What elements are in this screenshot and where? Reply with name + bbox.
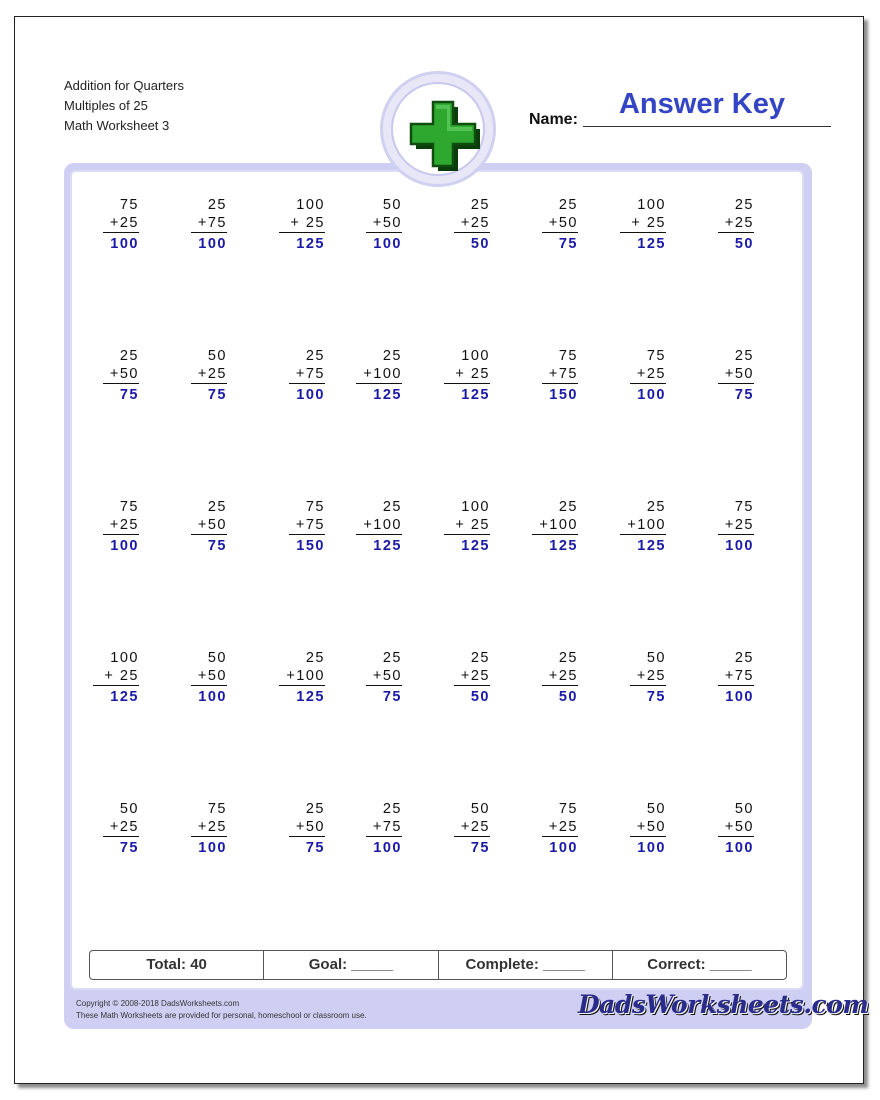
answer-value: 125 — [110, 689, 139, 705]
worksheet-number: Math Worksheet 3 — [64, 118, 170, 133]
answer-value: 100 — [373, 236, 402, 252]
addend-top: 100 — [637, 197, 666, 213]
answer-value: 100 — [637, 840, 666, 856]
addend-top: 25 — [646, 499, 666, 515]
addend-top: 25 — [734, 650, 754, 666]
answer-value: 150 — [296, 538, 325, 554]
correct-field: Correct: _____ — [647, 956, 752, 973]
addend-bottom: +100 — [356, 365, 402, 384]
answer-key-text: Answer Key — [618, 88, 785, 120]
addend-top: 25 — [305, 650, 325, 666]
answer-value: 100 — [110, 538, 139, 554]
addend-bottom: +25 — [718, 516, 754, 535]
addend-bottom: +50 — [191, 516, 227, 535]
addition-problem — [279, 196, 325, 255]
addition-problem — [718, 649, 754, 708]
addend-bottom: +25 — [630, 667, 666, 686]
addend-top: 25 — [382, 650, 402, 666]
addition-problem — [191, 800, 227, 859]
answer-value: 75 — [558, 236, 578, 252]
answer-value: 125 — [296, 689, 325, 705]
addend-bottom: + 25 — [93, 667, 139, 686]
answer-value: 75 — [207, 538, 227, 554]
addend-top: 75 — [119, 197, 139, 213]
answer-value: 100 — [296, 387, 325, 403]
addend-bottom: +50 — [289, 818, 325, 837]
addition-problem — [542, 649, 578, 708]
answer-value: 100 — [725, 538, 754, 554]
addition-problem — [289, 347, 325, 406]
answer-value: 100 — [549, 840, 578, 856]
addend-top: 25 — [470, 197, 490, 213]
addition-problem — [191, 347, 227, 406]
addition-problem — [356, 498, 402, 557]
name-field-line — [583, 126, 831, 127]
answer-value: 100 — [198, 236, 227, 252]
addend-top: 25 — [207, 197, 227, 213]
answer-value: 100 — [725, 840, 754, 856]
site-logo: DadsWorksheets.com — [578, 990, 869, 1019]
addition-problem — [366, 649, 402, 708]
addend-top: 25 — [382, 499, 402, 515]
answer-value: 75 — [119, 840, 139, 856]
addition-problem — [620, 498, 666, 557]
answer-value: 125 — [296, 236, 325, 252]
addend-bottom: +75 — [289, 516, 325, 535]
addend-bottom: +25 — [454, 214, 490, 233]
addend-top: 50 — [646, 801, 666, 817]
addition-problem — [542, 800, 578, 859]
answer-value: 50 — [734, 236, 754, 252]
addend-top: 75 — [734, 499, 754, 515]
addend-top: 50 — [382, 197, 402, 213]
addition-problem — [279, 649, 325, 708]
answer-value: 125 — [373, 387, 402, 403]
addend-bottom: +100 — [620, 516, 666, 535]
answer-value: 100 — [725, 689, 754, 705]
addend-top: 75 — [646, 348, 666, 364]
addend-top: 25 — [305, 348, 325, 364]
addend-top: 25 — [734, 197, 754, 213]
copyright-notice: Copyright © 2008-2018 DadsWorksheets.com — [76, 999, 240, 1008]
addition-problem — [289, 800, 325, 859]
complete-field: Complete: _____ — [439, 951, 613, 979]
addend-bottom: +25 — [191, 365, 227, 384]
addend-bottom: +50 — [103, 365, 139, 384]
addend-bottom: +50 — [542, 214, 578, 233]
addition-problem — [454, 196, 490, 255]
addition-problem — [103, 347, 139, 406]
addend-bottom: +25 — [103, 818, 139, 837]
total-count: Total: 40 — [90, 951, 264, 979]
addition-problem — [620, 196, 666, 255]
answer-value: 75 — [305, 840, 325, 856]
addend-bottom: + 25 — [444, 365, 490, 384]
addend-bottom: +25 — [103, 516, 139, 535]
addend-bottom: +50 — [366, 667, 402, 686]
addition-problem — [103, 196, 139, 255]
answer-value: 75 — [119, 387, 139, 403]
addend-bottom: +100 — [356, 516, 402, 535]
usage-note: These Math Worksheets are provided for personal, homeschool or classroom use. — [76, 1011, 367, 1020]
answer-value: 75 — [382, 689, 402, 705]
addend-bottom: +25 — [718, 214, 754, 233]
addition-problem — [454, 800, 490, 859]
answer-value: 75 — [734, 387, 754, 403]
addend-bottom: + 25 — [620, 214, 666, 233]
addend-bottom: +50 — [366, 214, 402, 233]
answer-value: 100 — [637, 387, 666, 403]
addition-problem — [289, 498, 325, 557]
answer-value: 100 — [373, 840, 402, 856]
addend-bottom: +50 — [718, 365, 754, 384]
answer-value: 125 — [637, 538, 666, 554]
addend-top: 50 — [207, 650, 227, 666]
addend-bottom: +100 — [279, 667, 325, 686]
worksheet-title: Addition for Quarters — [64, 78, 184, 93]
plus-icon — [407, 98, 481, 172]
addend-top: 75 — [305, 499, 325, 515]
answer-value: 125 — [461, 387, 490, 403]
addition-problem — [444, 498, 490, 557]
addition-problem — [191, 649, 227, 708]
addition-problem — [103, 498, 139, 557]
addend-top: 100 — [296, 197, 325, 213]
answer-value: 75 — [207, 387, 227, 403]
answer-value: 125 — [373, 538, 402, 554]
addend-top: 100 — [461, 499, 490, 515]
addend-top: 25 — [470, 650, 490, 666]
addend-top: 25 — [734, 348, 754, 364]
addend-top: 75 — [119, 499, 139, 515]
addend-bottom: +75 — [289, 365, 325, 384]
answer-value: 125 — [461, 538, 490, 554]
addition-problem — [542, 347, 578, 406]
addend-top: 50 — [646, 650, 666, 666]
goal-field: Goal: _____ — [264, 951, 438, 979]
addend-bottom: +25 — [103, 214, 139, 233]
addend-bottom: +50 — [630, 818, 666, 837]
addition-problem — [630, 347, 666, 406]
addition-problem — [356, 347, 402, 406]
score-bar — [89, 950, 787, 980]
answer-value: 150 — [549, 387, 578, 403]
addend-bottom: +25 — [454, 818, 490, 837]
answer-value: 125 — [637, 236, 666, 252]
addition-problem — [366, 196, 402, 255]
addend-bottom: + 25 — [444, 516, 490, 535]
addition-problem — [630, 800, 666, 859]
addend-top: 50 — [734, 801, 754, 817]
addend-top: 25 — [305, 801, 325, 817]
addend-bottom: +25 — [191, 818, 227, 837]
addition-problem — [718, 196, 754, 255]
answer-value: 100 — [198, 689, 227, 705]
addition-problem — [718, 800, 754, 859]
addend-top: 25 — [119, 348, 139, 364]
addend-bottom: +50 — [191, 667, 227, 686]
operation-badge — [380, 71, 496, 187]
answer-value: 50 — [470, 236, 490, 252]
footer-text — [76, 998, 367, 1022]
addend-top: 25 — [382, 801, 402, 817]
addition-problem — [93, 649, 139, 708]
addition-problem — [103, 800, 139, 859]
addend-top: 75 — [558, 348, 578, 364]
addend-top: 75 — [207, 801, 227, 817]
worksheet-subtitle: Multiples of 25 — [64, 98, 148, 113]
addend-top: 25 — [558, 650, 578, 666]
addend-top: 50 — [119, 801, 139, 817]
addend-bottom: +75 — [542, 365, 578, 384]
addend-top: 25 — [382, 348, 402, 364]
addend-top: 100 — [461, 348, 490, 364]
addend-top: 25 — [207, 499, 227, 515]
addend-bottom: +25 — [542, 818, 578, 837]
answer-value: 75 — [470, 840, 490, 856]
addition-problem — [630, 649, 666, 708]
addend-bottom: +25 — [630, 365, 666, 384]
addition-problem — [718, 498, 754, 557]
addend-bottom: +75 — [718, 667, 754, 686]
addend-bottom: +100 — [532, 516, 578, 535]
addend-bottom: + 25 — [279, 214, 325, 233]
answer-value: 50 — [558, 689, 578, 705]
addition-problem — [191, 498, 227, 557]
name-label: Name: — [529, 111, 578, 128]
answer-value: 75 — [646, 689, 666, 705]
addition-problem — [532, 498, 578, 557]
addend-top: 25 — [558, 499, 578, 515]
answer-value: 125 — [549, 538, 578, 554]
addition-problem — [718, 347, 754, 406]
addend-bottom: +50 — [718, 818, 754, 837]
addend-top: 50 — [470, 801, 490, 817]
addend-bottom: +25 — [542, 667, 578, 686]
addend-bottom: +75 — [366, 818, 402, 837]
addition-problem — [444, 347, 490, 406]
addend-bottom: +25 — [454, 667, 490, 686]
addend-bottom: +75 — [191, 214, 227, 233]
addend-top: 50 — [207, 348, 227, 364]
addition-problem — [191, 196, 227, 255]
answer-value: 50 — [470, 689, 490, 705]
addition-problem — [366, 800, 402, 859]
problems-frame — [64, 163, 812, 1029]
addend-top: 100 — [110, 650, 139, 666]
addend-top: 25 — [558, 197, 578, 213]
addition-problem — [454, 649, 490, 708]
worksheet-title-block — [64, 76, 184, 136]
answer-value: 100 — [198, 840, 227, 856]
addition-problem — [542, 196, 578, 255]
problems-area — [70, 170, 804, 990]
addend-top: 75 — [558, 801, 578, 817]
answer-value: 100 — [110, 236, 139, 252]
